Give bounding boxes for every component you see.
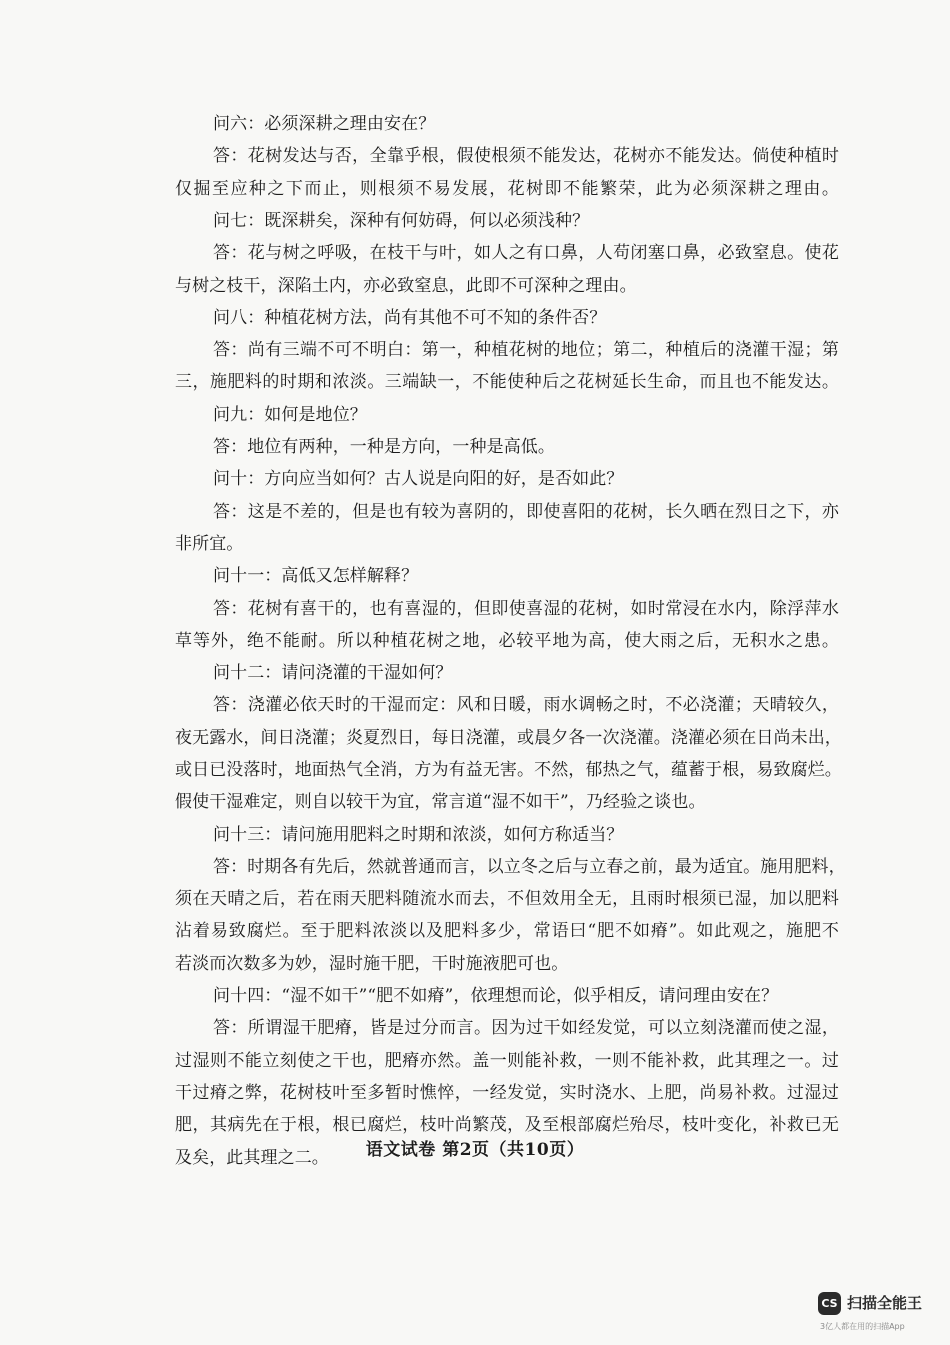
answer-line: 过湿则不能立刻使之干也，肥瘠亦然。盖一则能补救，一则不能补救，此其理之一。过 [175, 1051, 839, 1071]
answer-line: 及矣，此其理之二。 [175, 1148, 329, 1168]
answer-line: 假使干湿难定，则自以较干为宜，常言道“湿不如干”，乃经验之谈也。 [175, 792, 706, 812]
answer-line: 或日已没落时，地面热气全消，方为有益无害。不然，郁热之气，蕴蓄于根，易致腐烂。 [175, 760, 842, 780]
answer-line: 答：尚有三端不可不明白：第一，种植花树的地位；第二，种植后的浇灌干湿；第 [213, 340, 839, 360]
answer-line: 夜无露水，间日浇灌；炎夏烈日，每日浇灌，或晨夕各一次浇灌。浇灌必须在日尚未出， [175, 728, 842, 748]
answer-line: 答：这是不差的，但是也有较为喜阴的，即使喜阳的花树，长久晒在烈日之下，亦 [213, 502, 839, 522]
question-line: 问十三：请问施用肥料之时期和浓淡，如何方称适当？ [213, 825, 624, 845]
question-line: 问六：必须深耕之理由安在？ [213, 114, 436, 134]
scanner-tagline: 3亿人都在用的扫描App [820, 1322, 905, 1331]
answer-line: 若淡而次数多为妙，湿时施干肥，干时施液肥可也。 [175, 954, 569, 974]
answer-line: 答：花树有喜干的，也有喜湿的，但即使喜湿的花树，如时常浸在水内，除浮萍水 [213, 599, 839, 619]
answer-line: 与树之枝干，深陷土内，亦必致窒息，此即不可深种之理由。 [175, 276, 637, 296]
scanner-logo-icon: CS [818, 1292, 841, 1315]
answer-line: 答：时期各有先后，然就普通而言，以立冬之后与立春之前，最为适宜。施用肥料， [213, 857, 846, 877]
answer-line: 非所宜。 [175, 534, 244, 554]
question-line: 问七：既深耕矣，深种有何妨碍，何以必须浅种？ [213, 211, 590, 231]
answer-line: 答：所谓湿干肥瘠，皆是过分而言。因为过干如经发觉，可以立刻浇灌而使之湿， [213, 1018, 839, 1038]
scanner-watermark [818, 1290, 936, 1336]
question-line: 问十一：高低又怎样解释？ [213, 566, 419, 586]
answer-line: 肥，其病先在于根，根已腐烂，枝叶尚繁茂，及至根部腐烂殆尽，枝叶变化，补救已无 [175, 1115, 839, 1135]
answer-line: 沾着易致腐烂。至于肥料浓淡以及肥料多少，常语曰“肥不如瘠”。如此观之，施肥不 [175, 921, 839, 941]
question-line: 问十二：请问浇灌的干湿如何？ [213, 663, 453, 683]
answer-line: 答：花与树之呼吸，在枝干与叶，如人之有口鼻，人苟闭塞口鼻，必致窒息。使花 [213, 243, 839, 263]
answer-line: 答：地位有两种，一种是方向，一种是高低。 [213, 437, 555, 457]
answer-line: 草等外，绝不能耐。所以种植花树之地，必较平地为高，使大雨之后，无积水之患。 [175, 631, 839, 651]
page-footer: 语文试卷 第2页（共10页） [365, 1140, 585, 1160]
scanner-app-name: 扫描全能王 [847, 1294, 923, 1312]
question-line: 问十：方向应当如何？古人说是向阳的好，是否如此？ [213, 469, 624, 489]
question-line: 问八：种植花树方法，尚有其他不可不知的条件否？ [213, 308, 607, 328]
answer-line: 仅掘至应种之下而止，则根须不易发展，花树即不能繁荣，此为必须深耕之理由。 [175, 179, 839, 199]
answer-line: 须在天晴之后，若在雨天肥料随流水而去，不但效用全无，且雨时根须已湿，加以肥料 [175, 889, 839, 909]
answer-line: 答：花树发达与否，全靠乎根，假使根须不能发达，花树亦不能发达。倘使种植时 [213, 146, 839, 166]
question-line: 问九：如何是地位？ [213, 405, 367, 425]
answer-line: 答：浇灌必依天时的干湿而定：风和日暖，雨水调畅之时，不必浇灌；天晴较久， [213, 695, 839, 715]
answer-line: 三，施肥料的时期和浓淡。三端缺一，不能使种后之花树延长生命，而且也不能发达。 [175, 372, 839, 392]
answer-line: 干过瘠之弊，花树枝叶至多暂时憔悴，一经发觉，实时浇水、上肥，尚易补救。过湿过 [175, 1083, 839, 1103]
question-line: 问十四：“湿不如干”“肥不如瘠”，依理想而论，似乎相反，请问理由安在？ [213, 986, 779, 1006]
